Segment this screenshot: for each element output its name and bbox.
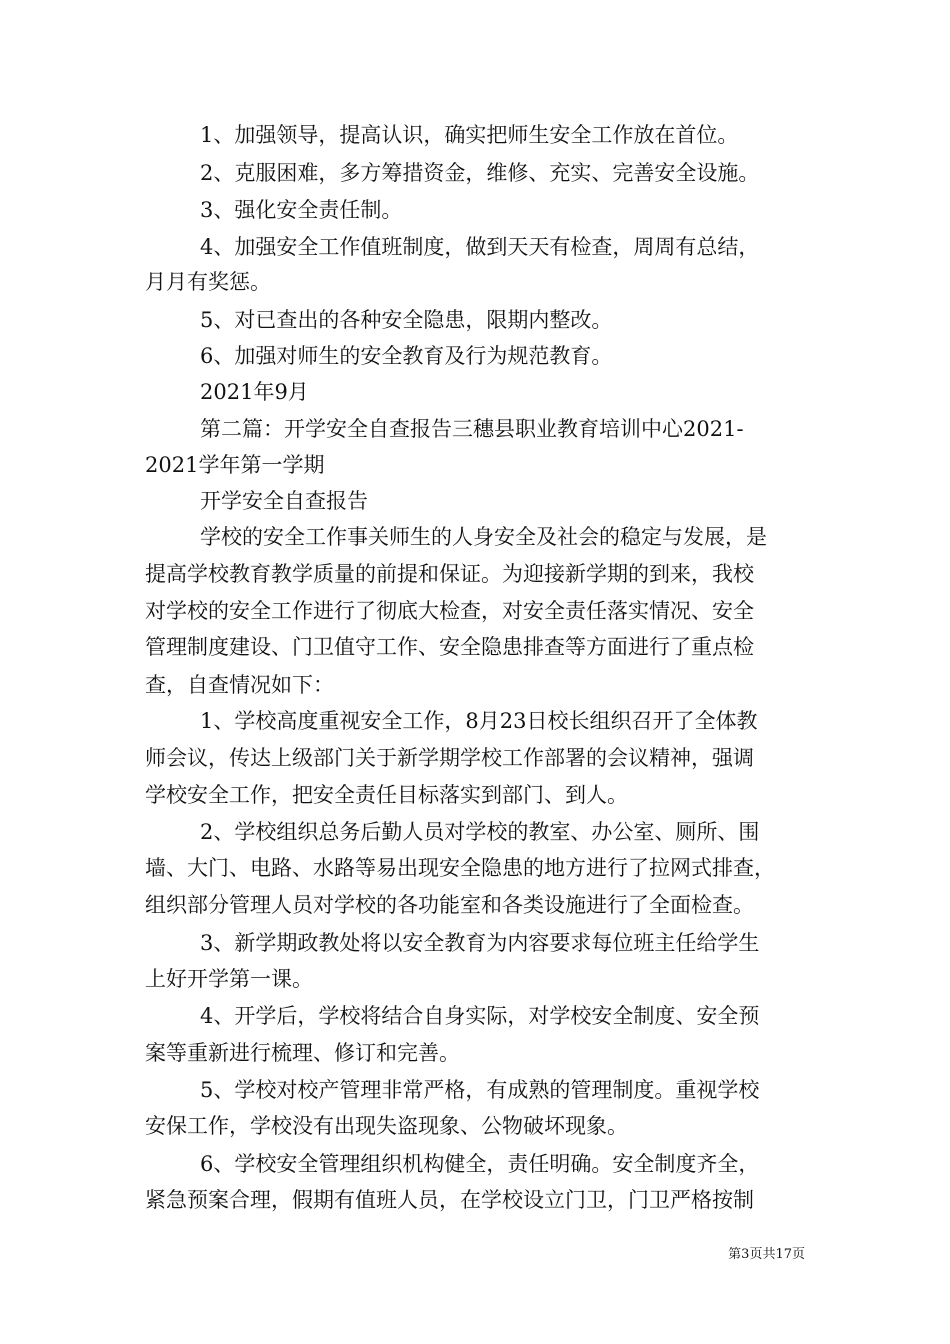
page-number-footer: 第3页共17页 (728, 1247, 805, 1262)
text-line: 4、加强安全工作值班制度，做到天天有检查，周周有总结， (200, 235, 760, 259)
text-line: 6、加强对师生的安全教育及行为规范教育。 (200, 344, 613, 368)
report-title: 开学安全自查报告 (200, 489, 368, 513)
text-line: 1、加强领导，提高认识，确实把师生安全工作放在首位。 (200, 123, 739, 147)
text-line: 4、开学后，学校将结合自身实际，对学校安全制度、安全预 (200, 1004, 760, 1028)
text-line: 组织部分管理人员对学校的各功能室和各类设施进行了全面检查。 (145, 893, 754, 917)
text-line: 上好开学第一课。 (145, 967, 313, 991)
text-line: 5、学校对校产管理非常严格，有成熟的管理制度。重视学校 (200, 1078, 760, 1102)
text-line: 3、新学期政教处将以安全教育为内容要求每位班主任给学生 (200, 931, 760, 955)
text-line: 1、学校高度重视安全工作，8月23日校长组织召开了全体教 (200, 709, 758, 733)
text-line: 2、学校组织总务后勤人员对学校的教室、办公室、厕所、围 (200, 820, 760, 844)
text-line: 案等重新进行梳理、修订和完善。 (145, 1041, 460, 1065)
text-line: 安保工作，学校没有出现失盗现象、公物破坏现象。 (145, 1114, 628, 1138)
section-title: 2021学年第一学期 (145, 453, 325, 477)
text-line: 2、克服困难，多方筹措资金，维修、充实、完善安全设施。 (200, 161, 760, 185)
text-line: 管理制度建设、门卫值守工作、安全隐患排查等方面进行了重点检 (145, 635, 754, 659)
text-line: 对学校的安全工作进行了彻底大检查，对安全责任落实情况、安全 (145, 599, 754, 623)
text-line: 墙、大门、电路、水路等易出现安全隐患的地方进行了拉网式排查， (145, 856, 775, 880)
text-line: 5、对已查出的各种安全隐患，限期内整改。 (200, 308, 613, 332)
text-line: 查，自查情况如下： (145, 673, 334, 697)
text-line: 6、学校安全管理组织机构健全，责任明确。安全制度齐全， (200, 1152, 760, 1176)
text-line: 学校的安全工作事关师生的人身安全及社会的稳定与发展，是 (200, 525, 767, 549)
section-title: 第二篇：开学安全自查报告三穗县职业教育培训中心2021- (200, 417, 744, 441)
text-line: 紧急预案合理，假期有值班人员，在学校设立门卫，门卫严格按制 (145, 1188, 754, 1212)
text-line: 师会议，传达上级部门关于新学期学校工作部署的会议精神，强调 (145, 746, 754, 770)
text-line: 提高学校教育教学质量的前提和保证。为迎接新学期的到来，我校 (145, 562, 754, 586)
text-line: 月月有奖惩。 (145, 270, 271, 294)
text-line: 学校安全工作，把安全责任目标落实到部门、到人。 (145, 783, 628, 807)
date-line: 2021年9月 (200, 380, 309, 404)
text-line: 3、强化安全责任制。 (200, 198, 403, 222)
